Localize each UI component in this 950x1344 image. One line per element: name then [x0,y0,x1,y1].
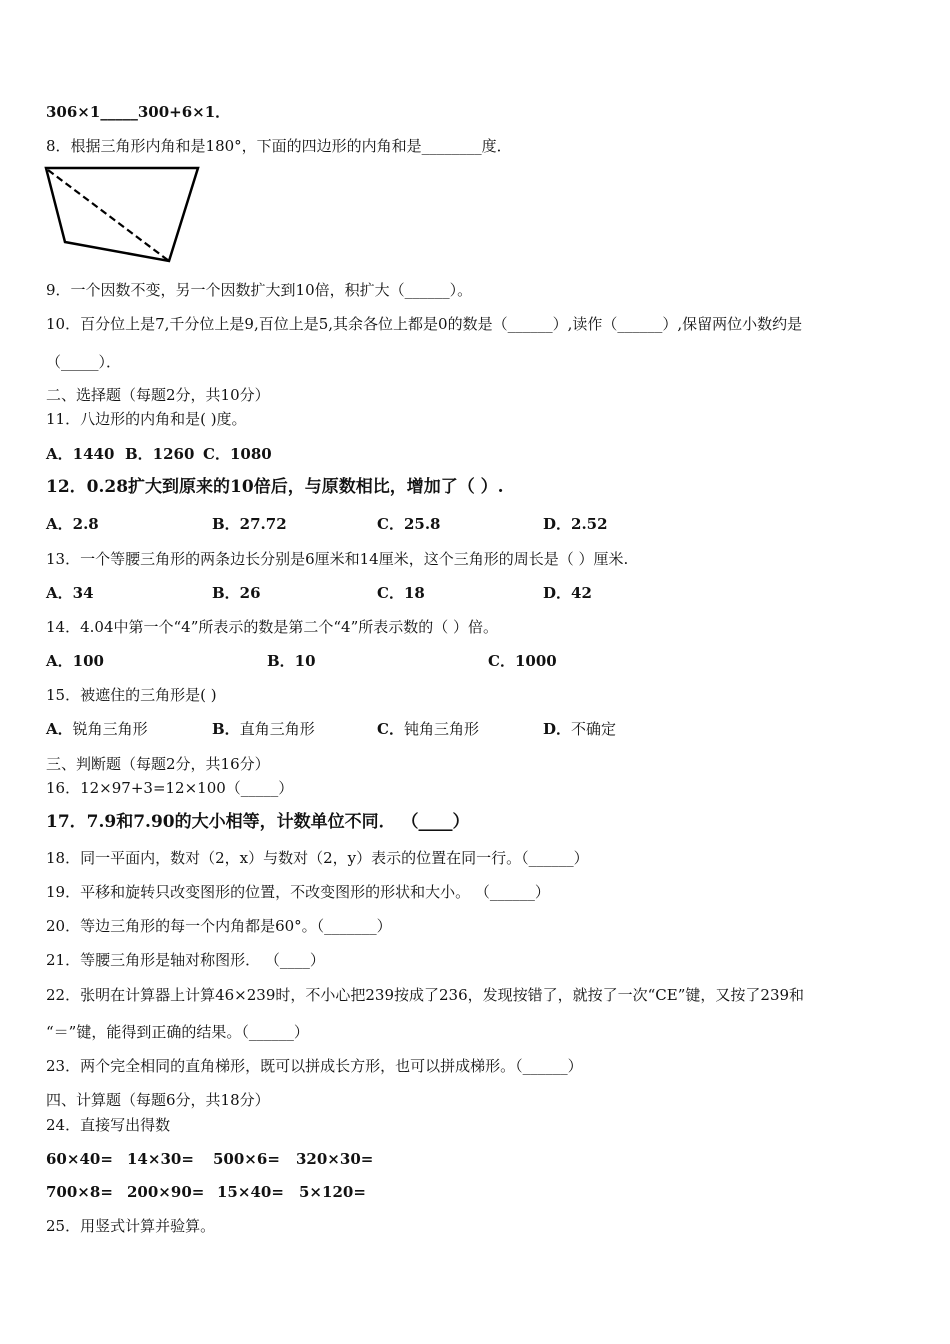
calc-item: 5×120= [299,1183,366,1201]
q12-option-b: B．27.72 [212,515,287,533]
question-10-line1: 10．百分位上是7,千分位上是9,百位上是5,其余各位上都是0的数是（______）,读作（______）,保留两位小数约是 [46,315,803,333]
calc-item: 60×40= [46,1150,113,1168]
quadrilateral-figure [44,164,204,264]
question-19: 19．平移和旋转只改变图形的位置，不改变图形的形状和大小。 （______） [46,883,550,901]
q14-option-a: A．100 [46,652,104,670]
section-3-heading: 三、判断题（每题2分，共16分） [46,755,270,773]
question-9: 9．一个因数不变，另一个因数扩大到10倍，积扩大（______）。 [46,281,473,299]
question-17: 17．7.9和7.90的大小相等，计数单位不同． （____） [46,812,470,832]
question-16: 16．12×97+3=12×100（_____） [46,779,294,797]
quadrilateral-outline [46,168,198,261]
calc-item: 700×8= [46,1183,113,1201]
quadrilateral-diagonal [48,170,169,261]
q14-option-b: B．10 [267,652,316,670]
question-22-line2: “＝”键，能得到正确的结果。（______） [46,1023,309,1041]
q13-option-d: D．42 [543,584,592,602]
q11-option-b: B．1260 [125,445,195,463]
question-20: 20．等边三角形的每一个内角都是60°。（_______） [46,917,392,935]
q15-option-c-letter: C． [377,720,404,738]
section-2-heading: 二、选择题（每题2分，共10分） [46,386,270,404]
q11-option-c: C．1080 [203,445,272,463]
calc-item: 500×6= [213,1150,280,1168]
q15-option-a [46,719,148,739]
section-4-heading: 四、计算题（每题6分，共18分） [46,1091,270,1109]
calc-item: 320×30= [296,1150,374,1168]
q12-option-c: C．25.8 [377,515,441,533]
question-22-line1: 22．张明在计算器上计算46×239时，不小心把239按成了236，发现按错了，就按了一次“CE”键，又按了239和 [46,986,805,1004]
q15-option-a-text: 锐角三角形 [72,720,148,738]
question-21: 21．等腰三角形是轴对称图形． （____） [46,951,325,969]
question-13: 13．一个等腰三角形的两条边长分别是6厘米和14厘米，这个三角形的周长是（ ）厘米. [46,550,629,568]
question-18: 18．同一平面内，数对（2，x）与数对（2，y）表示的位置在同一行。（______） [46,849,589,867]
question-10-line2: （_____）． [46,353,122,371]
q15-option-c [377,719,479,739]
question-24: 24．直接写出得数 [46,1116,171,1134]
q15-option-d-text: 不确定 [571,720,617,738]
q15-option-a-letter: A． [46,720,73,738]
calc-item: 15×40= [217,1183,284,1201]
q15-option-b-letter: B． [212,720,240,738]
calc-item: 14×30= [127,1150,194,1168]
question-14: 14．4.04中第一个“4”所表示的数是第二个“4”所表示数的（ ）倍。 [46,618,499,636]
question-8: 8．根据三角形内角和是180°，下面的四边形的内角和是________度． [46,137,512,155]
question-15: 15．被遮住的三角形是( ) [46,686,217,704]
calc-item: 200×90= [127,1183,205,1201]
q13-option-c: C．18 [377,584,425,602]
q15-option-b [212,719,315,739]
q11-option-a: A．1440 [46,445,115,463]
q13-option-a: A．34 [46,584,94,602]
q14-option-c: C．1000 [488,652,557,670]
question-23: 23．两个完全相同的直角梯形，既可以拼成长方形，也可以拼成梯形。（______） [46,1057,583,1075]
question-25: 25．用竖式计算并验算。 [46,1217,216,1235]
question-12: 12．0.28扩大到原来的10倍后，与原数相比，增加了（ ）. [46,477,504,497]
q7-comparison-line: 306×1_____300+6×1． [46,103,231,121]
q15-option-b-text: 直角三角形 [239,720,315,738]
q12-option-a: A．2.8 [46,515,99,533]
q15-option-c-text: 钝角三角形 [403,720,479,738]
q12-option-d: D．2.52 [543,515,608,533]
q15-option-d [543,719,616,739]
q15-option-d-letter: D． [543,720,572,738]
q13-option-b: B．26 [212,584,261,602]
question-11: 11．八边形的内角和是( )度。 [46,410,247,428]
